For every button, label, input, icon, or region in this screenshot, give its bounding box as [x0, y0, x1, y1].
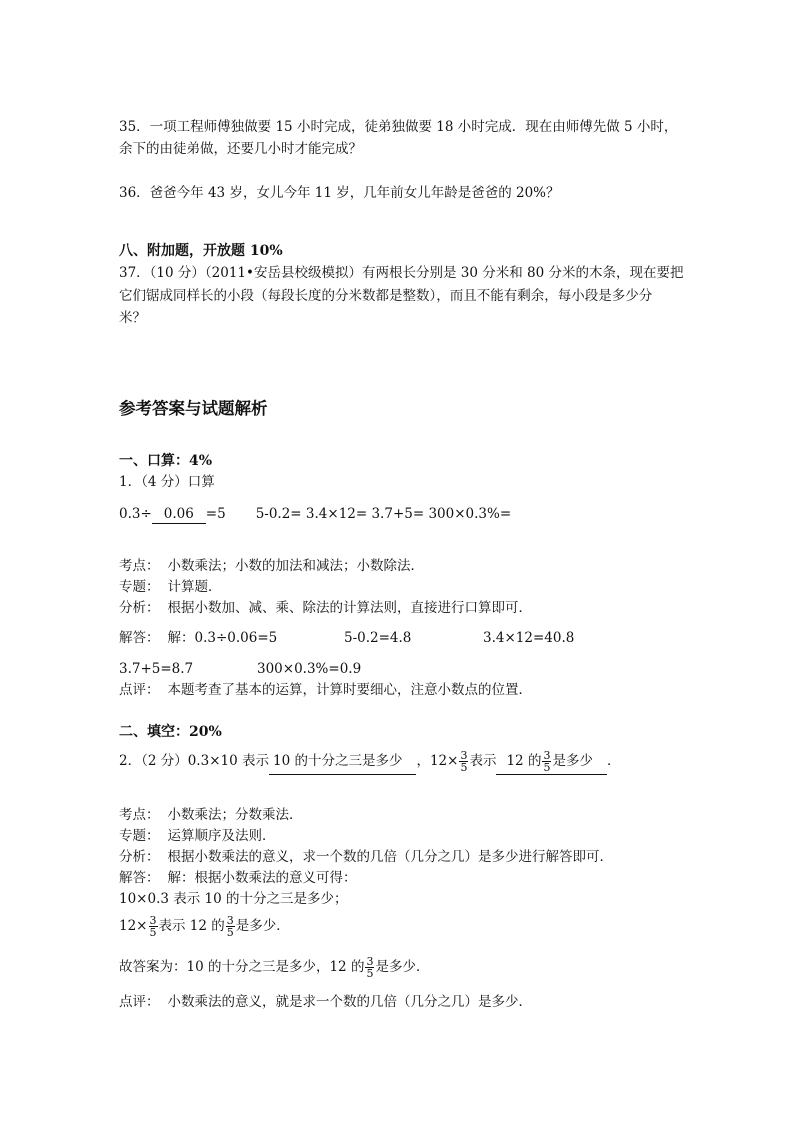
frac-den: 5 [149, 926, 157, 939]
q37-line2: 它们锯成同样长的小段（每段长度的分米数都是整数），而且不能有剩余，每小段是多少分 [119, 288, 653, 304]
jieda-1: 解：0.3÷0.06=5 [167, 630, 278, 646]
jieda-3: 3.4×12=40.8 [483, 630, 575, 646]
kaodian-label: 考点： [119, 807, 160, 823]
q2-fraction [459, 750, 468, 773]
section8-heading: 八、附加题，开放题 10% [119, 243, 283, 259]
jieda-5: 300×0.3%=0.9 [257, 661, 362, 677]
kaodian-label: 考点： [119, 558, 160, 574]
q2-end: ． [606, 753, 621, 769]
section2-heading: 二、填空：20% [119, 724, 222, 740]
s1-fenxi [119, 599, 532, 617]
frac-den: 5 [543, 761, 551, 774]
section1-heading: 一、口算：4% [119, 453, 213, 469]
frac-num: 3 [460, 749, 468, 762]
fenxi-text: 根据小数乘法的意义，求一个数的几倍（几分之几）是多少进行解答即可． [167, 849, 613, 865]
q2-mid1: ，12× [416, 753, 459, 769]
jieda-label: 解答： [119, 630, 160, 646]
q1-calc [119, 505, 511, 524]
s2-dianping [119, 993, 532, 1011]
q2-blank2-a: 12 的 [506, 753, 542, 769]
q35-line2: 余下的由徒弟做，还要几小时才能完成？ [119, 141, 362, 157]
q2-mid2: 表示 [469, 753, 497, 769]
q35-line1: 35．一项工程师傅独做要 15 小时完成，徒弟独做要 18 小时完成．现在由师傅先做 5 小时， [119, 119, 678, 135]
calc-a-prefix: 0.3÷ [119, 506, 152, 522]
line-b-end: 是多少． [235, 918, 290, 934]
s1-dianping [119, 681, 532, 699]
answer-prefix: 故答案为：10 的十分之三是多少，12 的 [119, 959, 365, 975]
s2-line-b [119, 913, 290, 939]
frac-den: 5 [226, 926, 234, 939]
frac-den: 5 [460, 761, 468, 774]
q2-prefix: 2．（2 分）0.3×10 表示 [119, 753, 269, 769]
q36: 36．爸爸今年 43 岁，女儿今年 11 岁，几年前女儿年龄是爸爸的 20%？ [119, 185, 560, 201]
answer-fraction [365, 956, 374, 979]
q1-title: 1．（4 分）口算 [119, 474, 215, 490]
answer-end: 是多少． [375, 959, 430, 975]
q2-line [119, 748, 620, 775]
zhuanti-label: 专题： [119, 579, 160, 595]
s1-zhuanti [119, 578, 222, 596]
s2-answer [119, 954, 429, 980]
zhuanti-text: 计算题． [167, 579, 222, 595]
jieda-2: 5-0.2=4.8 [344, 630, 412, 646]
q37-line3: 米？ [119, 310, 146, 326]
dianping-label: 点评： [119, 994, 160, 1010]
calc-a-suffix: =5 [205, 506, 226, 522]
s2-line-a: 10×0.3 表示 10 的十分之三是多少； [119, 891, 348, 907]
frac-num: 3 [226, 914, 234, 927]
line-b-fraction [149, 915, 158, 938]
q2-blank2 [496, 748, 606, 775]
line-b-fraction-2 [226, 915, 235, 938]
fenxi-text: 根据小数加、减、乘、除法的计算法则，直接进行口算即可． [167, 600, 532, 616]
s1-jieda [119, 629, 277, 647]
jieda-label: 解答： [119, 870, 160, 886]
dianping-text: 本题考查了基本的运算，计算时要细心，注意小数点的位置． [167, 682, 532, 698]
dianping-text: 小数乘法的意义，就是求一个数的几倍（几分之几）是多少． [167, 994, 532, 1010]
s2-jieda [119, 869, 357, 887]
s2-kaodian [119, 806, 303, 824]
frac-num: 3 [543, 749, 551, 762]
line-b-mid: 表示 12 的 [158, 918, 225, 934]
q2-blank2-fraction [542, 750, 551, 773]
calc-a-blank: 0.06 [152, 505, 206, 524]
kaodian-text: 小数乘法；分数乘法． [167, 807, 303, 823]
jieda-4: 3.7+5=8.7 [119, 661, 194, 677]
q37-line1: 37．（10 分）（2011•安岳县校级模拟）有两根长分别是 30 分米和 80 分米的木条，现在要把 [119, 265, 684, 281]
dianping-label: 点评： [119, 682, 160, 698]
frac-den: 5 [366, 967, 374, 980]
zhuanti-text: 运算顺序及法则． [167, 828, 276, 844]
s1-kaodian [119, 557, 424, 575]
frac-num: 3 [366, 955, 374, 968]
answers-title: 参考答案与试题解析 [119, 399, 268, 418]
zhuanti-label: 专题： [119, 828, 160, 844]
fenxi-label: 分析： [119, 600, 160, 616]
calc-rest: 5-0.2= 3.4×12= 3.7+5= 300×0.3%= [255, 506, 512, 522]
s2-fenxi [119, 848, 613, 866]
frac-num: 3 [149, 914, 157, 927]
s2-zhuanti [119, 827, 276, 845]
line-b-prefix: 12× [119, 918, 148, 934]
kaodian-text: 小数乘法；小数的加法和减法；小数除法． [167, 558, 424, 574]
q2-blank1: 10 的十分之三是多少 [269, 748, 416, 775]
q2-blank2-b: 是多少 [552, 753, 593, 769]
jieda-text: 解：根据小数乘法的意义可得： [167, 870, 357, 886]
fenxi-label: 分析： [119, 849, 160, 865]
